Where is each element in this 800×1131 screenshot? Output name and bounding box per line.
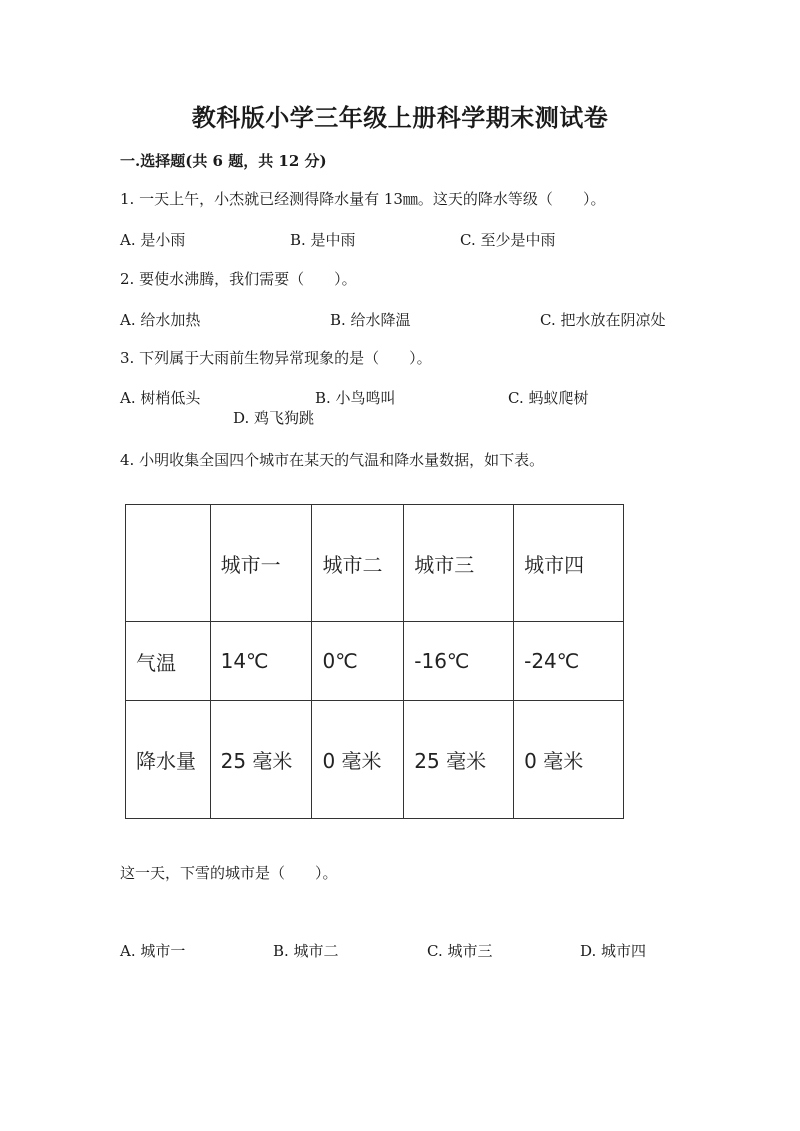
question-1-option-a[interactable]: A. 是小雨 — [120, 231, 186, 249]
question-2-stem: 2. 要使水沸腾，我们需要（ ）。 — [120, 270, 357, 288]
table-row-label: 气温 — [126, 622, 211, 701]
question-3-option-a[interactable]: A. 树梢低头 — [120, 389, 201, 407]
page-title: 教科版小学三年级上册科学期末测试卷 — [191, 103, 609, 132]
question-4-stem: 4. 小明收集全国四个城市在某天的气温和降水量数据，如下表。 — [120, 451, 545, 469]
weather-data-table — [125, 504, 624, 819]
question-1-option-c[interactable]: C. 至少是中雨 — [460, 231, 556, 249]
question-4-option-b[interactable]: B. 城市二 — [273, 942, 339, 960]
table-header-cell: 城市二 — [312, 505, 404, 622]
question-1-option-b[interactable]: B. 是中雨 — [290, 231, 356, 249]
question-3-option-c[interactable]: C. 蚂蚁爬树 — [508, 389, 589, 407]
question-3-stem: 3. 下列属于大雨前生物异常现象的是（ ）。 — [120, 349, 432, 367]
question-1-stem: 1. 一天上午，小杰就已经测得降水量有 13㎜。这天的降水等级（ ）。 — [120, 190, 606, 208]
section-heading: 一.选择题(共 6 题，共 12 分) — [120, 152, 327, 170]
question-2-option-b[interactable]: B. 给水降温 — [330, 311, 411, 329]
question-3-option-b[interactable]: B. 小鸟鸣叫 — [315, 389, 396, 407]
table-cell: 25 毫米 — [210, 701, 312, 819]
table-cell: -24℃ — [514, 622, 624, 701]
table-cell: 0 毫米 — [514, 701, 624, 819]
table-cell: 0 毫米 — [312, 701, 404, 819]
table-header-cell: 城市三 — [404, 505, 514, 622]
question-4-option-d[interactable]: D. 城市四 — [580, 942, 647, 960]
table-row — [126, 622, 624, 701]
table-cell: -16℃ — [404, 622, 514, 701]
question-2-option-c[interactable]: C. 把水放在阴凉处 — [540, 311, 666, 329]
question-4-option-a[interactable]: A. 城市一 — [120, 942, 186, 960]
table-row-label: 降水量 — [126, 701, 211, 819]
question-4-followup: 这一天，下雪的城市是（ ）。 — [120, 864, 338, 882]
table-header-cell — [126, 505, 211, 622]
table-header-row — [126, 505, 624, 622]
table-row — [126, 701, 624, 819]
question-4-option-c[interactable]: C. 城市三 — [427, 942, 493, 960]
table-cell: 0℃ — [312, 622, 404, 701]
table-header-cell: 城市一 — [210, 505, 312, 622]
question-3-option-d[interactable]: D. 鸡飞狗跳 — [233, 409, 315, 427]
table-cell: 14℃ — [210, 622, 312, 701]
table-cell: 25 毫米 — [404, 701, 514, 819]
question-2-option-a[interactable]: A. 给水加热 — [120, 311, 201, 329]
table-header-cell: 城市四 — [514, 505, 624, 622]
